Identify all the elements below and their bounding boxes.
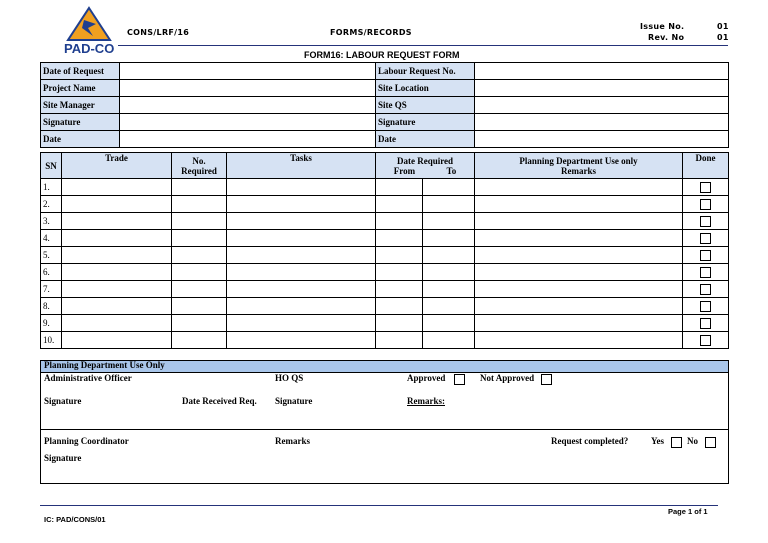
labour-request-no-field[interactable] xyxy=(475,63,729,80)
table-row xyxy=(41,196,729,213)
done-cell xyxy=(683,179,729,196)
table-row xyxy=(41,264,729,281)
remarks-cell[interactable] xyxy=(475,196,683,213)
sn-cell: 2. xyxy=(41,196,62,213)
trade-cell[interactable] xyxy=(62,230,172,247)
to-cell[interactable] xyxy=(423,281,475,298)
date-field-left[interactable] xyxy=(120,131,376,148)
no-required-cell[interactable] xyxy=(172,247,227,264)
no-required-cell[interactable] xyxy=(172,179,227,196)
done-cell xyxy=(683,230,729,247)
issue-label: Issue No. xyxy=(640,22,685,31)
trade-cell[interactable] xyxy=(62,332,172,349)
from-cell[interactable] xyxy=(376,196,423,213)
table-row xyxy=(41,281,729,298)
company-logo xyxy=(60,6,118,56)
tasks-cell[interactable] xyxy=(227,332,376,349)
table-row xyxy=(41,298,729,315)
request-info-table xyxy=(40,62,729,148)
to-cell[interactable] xyxy=(423,179,475,196)
to-cell[interactable] xyxy=(423,332,475,349)
done-checkbox[interactable] xyxy=(700,267,711,278)
planning-remarks-header xyxy=(475,153,683,179)
site-manager-field[interactable] xyxy=(120,97,376,114)
footer-page: Page 1 of 1 xyxy=(668,507,708,516)
trade-cell[interactable] xyxy=(62,213,172,230)
rev-label: Rev. No xyxy=(648,33,685,42)
footer-left: IC: PAD/CONS/01 xyxy=(44,515,106,524)
request-completed-label: Request completed? xyxy=(551,436,629,446)
no-checkbox[interactable] xyxy=(705,437,716,448)
done-checkbox[interactable] xyxy=(700,250,711,261)
sn-cell: 5. xyxy=(41,247,62,264)
no-required-cell[interactable] xyxy=(172,281,227,298)
approved-checkbox[interactable] xyxy=(454,374,465,385)
done-header: Done xyxy=(683,153,729,179)
from-label: From xyxy=(393,165,416,176)
from-cell[interactable] xyxy=(376,281,423,298)
signature-field-left[interactable] xyxy=(120,114,376,131)
no-required-cell[interactable] xyxy=(172,264,227,281)
remarks-cell[interactable] xyxy=(475,264,683,281)
to-cell[interactable] xyxy=(423,247,475,264)
date-of-request-label: Date of Request xyxy=(41,63,120,80)
site-manager-label: Site Manager xyxy=(41,97,120,114)
done-cell xyxy=(683,196,729,213)
trade-cell[interactable] xyxy=(62,179,172,196)
trades-table xyxy=(40,152,729,349)
tasks-cell[interactable] xyxy=(227,281,376,298)
signature-field-right[interactable] xyxy=(475,114,729,131)
sn-cell: 4. xyxy=(41,230,62,247)
sn-cell: 7. xyxy=(41,281,62,298)
trade-cell[interactable] xyxy=(62,196,172,213)
done-checkbox[interactable] xyxy=(700,284,711,295)
issue-value: 01 xyxy=(717,22,729,31)
from-cell[interactable] xyxy=(376,213,423,230)
to-cell[interactable] xyxy=(423,196,475,213)
header-rule xyxy=(118,45,728,46)
planning-remarks-line2: Remarks xyxy=(561,165,596,176)
done-cell xyxy=(683,332,729,349)
category-label: FORMS/RECORDS xyxy=(330,28,412,37)
done-checkbox[interactable] xyxy=(700,318,711,329)
site-qs-field[interactable] xyxy=(475,97,729,114)
trade-cell[interactable] xyxy=(62,281,172,298)
doc-code: CONS/LRF/16 xyxy=(127,28,190,37)
remarks-cell[interactable] xyxy=(475,213,683,230)
sn-cell: 8. xyxy=(41,298,62,315)
done-cell xyxy=(683,247,729,264)
no-label: No xyxy=(687,436,698,446)
tasks-header: Tasks xyxy=(227,153,376,179)
remarks-cell[interactable] xyxy=(475,247,683,264)
table-row xyxy=(41,247,729,264)
date-required-label: Date Required xyxy=(396,155,454,166)
done-checkbox[interactable] xyxy=(700,216,711,227)
footer-rule xyxy=(40,505,718,506)
site-qs-label: Site QS xyxy=(376,97,475,114)
tasks-cell[interactable] xyxy=(227,315,376,332)
to-cell[interactable] xyxy=(423,315,475,332)
remarks-label: Remarks xyxy=(275,436,310,446)
sn-cell: 1. xyxy=(41,179,62,196)
no-required-cell[interactable] xyxy=(172,213,227,230)
from-cell[interactable] xyxy=(376,332,423,349)
sn-cell: 9. xyxy=(41,315,62,332)
to-cell[interactable] xyxy=(423,298,475,315)
sn-cell: 6. xyxy=(41,264,62,281)
not-approved-checkbox[interactable] xyxy=(541,374,552,385)
no-required-line1: No. xyxy=(192,155,206,166)
remarks-cell[interactable] xyxy=(475,230,683,247)
to-cell[interactable] xyxy=(423,264,475,281)
done-cell xyxy=(683,298,729,315)
to-cell[interactable] xyxy=(423,213,475,230)
site-location-field[interactable] xyxy=(475,80,729,97)
section-divider xyxy=(41,429,728,430)
trade-header: Trade xyxy=(62,153,172,179)
yes-label: Yes xyxy=(651,436,664,446)
remarks-cell[interactable] xyxy=(475,281,683,298)
date-label-left: Date xyxy=(41,131,120,148)
to-cell[interactable] xyxy=(423,230,475,247)
to-label: To xyxy=(446,165,457,176)
date-field-right[interactable] xyxy=(475,131,729,148)
form-title: FORM16: LABOUR REQUEST FORM xyxy=(304,50,460,60)
remarks-cell[interactable] xyxy=(475,179,683,196)
done-cell xyxy=(683,264,729,281)
trade-cell[interactable] xyxy=(62,247,172,264)
date-required-header xyxy=(376,153,475,179)
done-checkbox[interactable] xyxy=(700,335,711,346)
done-checkbox[interactable] xyxy=(700,301,711,312)
no-required-cell[interactable] xyxy=(172,315,227,332)
table-row xyxy=(41,213,729,230)
ho-qs-label: HO QS xyxy=(275,373,304,383)
table-row xyxy=(41,315,729,332)
done-cell xyxy=(683,315,729,332)
from-cell[interactable] xyxy=(376,179,423,196)
company-name: PAD-CO xyxy=(64,41,115,56)
signature-label-2: Signature xyxy=(275,396,313,406)
table-row xyxy=(41,179,729,196)
no-required-cell[interactable] xyxy=(172,332,227,349)
project-name-field[interactable] xyxy=(120,80,376,97)
labour-request-no-label: Labour Request No. xyxy=(376,63,475,80)
done-checkbox[interactable] xyxy=(700,182,711,193)
signature-label-1: Signature xyxy=(44,396,82,406)
tasks-cell[interactable] xyxy=(227,196,376,213)
done-cell xyxy=(683,281,729,298)
from-cell[interactable] xyxy=(376,298,423,315)
signature-label-3: Signature xyxy=(44,453,82,463)
date-label-right: Date xyxy=(376,131,475,148)
from-cell[interactable] xyxy=(376,315,423,332)
planning-remarks-line1: Planning Department Use only xyxy=(519,155,638,166)
not-approved-label: Not Approved xyxy=(480,373,535,383)
no-required-cell[interactable] xyxy=(172,298,227,315)
tasks-cell[interactable] xyxy=(227,247,376,264)
trade-cell[interactable] xyxy=(62,298,172,315)
sn-cell: 10. xyxy=(41,332,62,349)
trade-cell[interactable] xyxy=(62,264,172,281)
tasks-cell[interactable] xyxy=(227,298,376,315)
table-row xyxy=(41,230,729,247)
tasks-cell[interactable] xyxy=(227,179,376,196)
done-checkbox[interactable] xyxy=(700,233,711,244)
date-of-request-field[interactable] xyxy=(120,63,376,80)
planning-band-label: Planning Department Use Only xyxy=(44,360,165,370)
site-location-label: Site Location xyxy=(376,80,475,97)
done-cell xyxy=(683,213,729,230)
remarks-cell[interactable] xyxy=(475,315,683,332)
approved-label: Approved xyxy=(407,373,446,383)
no-required-cell[interactable] xyxy=(172,230,227,247)
no-required-line2: Required xyxy=(181,165,217,176)
logo-mark-icon xyxy=(60,6,118,42)
planning-coordinator-label: Planning Coordinator xyxy=(44,436,129,446)
no-required-cell[interactable] xyxy=(172,196,227,213)
table-row xyxy=(41,332,729,349)
yes-checkbox[interactable] xyxy=(671,437,682,448)
tasks-cell[interactable] xyxy=(227,264,376,281)
planning-section xyxy=(40,372,729,484)
from-cell[interactable] xyxy=(376,247,423,264)
sn-cell: 3. xyxy=(41,213,62,230)
remarks-cell[interactable] xyxy=(475,332,683,349)
tasks-cell[interactable] xyxy=(227,230,376,247)
remarks-cell[interactable] xyxy=(475,298,683,315)
date-received-label: Date Received Req. xyxy=(182,396,257,406)
project-name-label: Project Name xyxy=(41,80,120,97)
rev-value: 01 xyxy=(717,33,729,42)
done-checkbox[interactable] xyxy=(700,199,711,210)
remarks-underlined-label: Remarks: xyxy=(407,396,445,406)
admin-officer-label: Administrative Officer xyxy=(44,373,132,383)
no-required-header xyxy=(172,153,227,179)
signature-label-right: Signature xyxy=(376,114,475,131)
trade-cell[interactable] xyxy=(62,315,172,332)
from-cell[interactable] xyxy=(376,230,423,247)
signature-label-left: Signature xyxy=(41,114,120,131)
from-cell[interactable] xyxy=(376,264,423,281)
sn-header: SN xyxy=(41,153,62,179)
tasks-cell[interactable] xyxy=(227,213,376,230)
